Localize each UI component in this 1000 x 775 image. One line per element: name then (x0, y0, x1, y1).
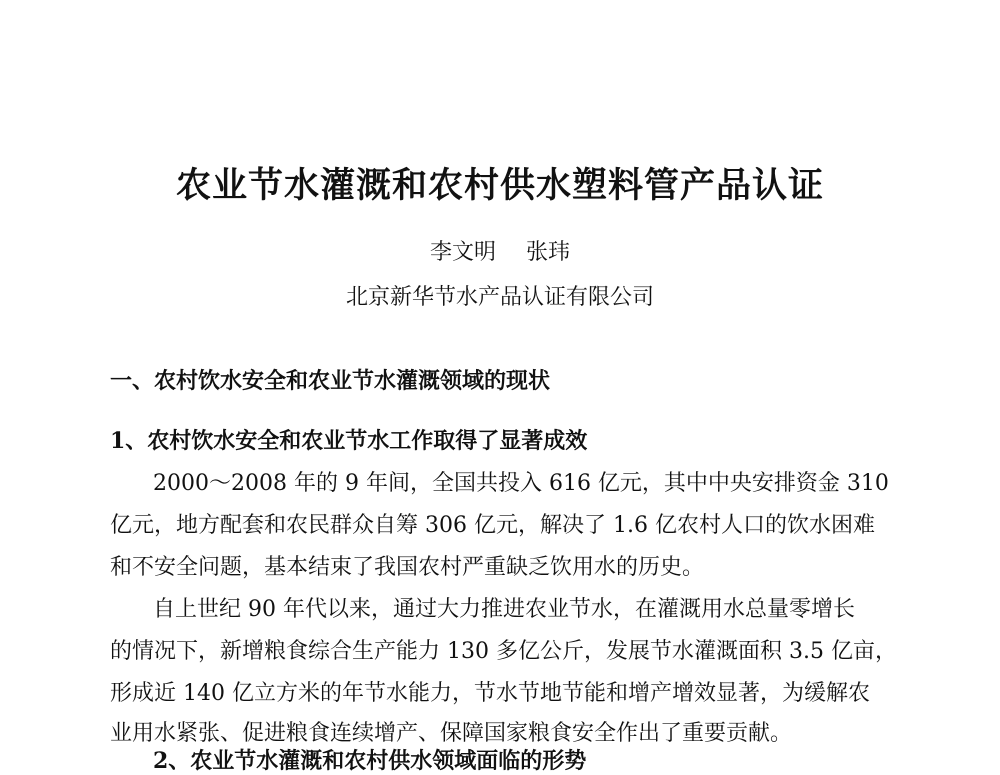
paragraph-1-line: 2000～2008 年的 9 年间，全国共投入 616 亿元，其中中央安排资金 310 (153, 471, 889, 496)
paragraph-2-line: 形成近 140 亿立方米的年节水能力，节水节地节能和增产增效显著，为缓解农 (110, 681, 870, 706)
author-name: 李文明 (429, 240, 496, 265)
document-title: 农业节水灌溉和农村供水塑料管产品认证 (175, 165, 824, 206)
subsection-heading: 1、农村饮水安全和农业节水工作取得了显著成效 (110, 428, 588, 454)
paragraph-2-line: 业用水紧张、促进粮食连续增产、保障国家粮食安全作出了重要贡献。 (110, 721, 793, 746)
author-line (0, 235, 1000, 266)
author-name: 张玮 (526, 240, 571, 265)
section-heading: 一、农村饮水安全和农业节水灌溉领域的现状 (110, 368, 551, 394)
paragraph-2-line: 的情况下，新增粮食综合生产能力 130 多亿公斤，发展节水灌溉面积 3.5 亿亩， (110, 639, 897, 664)
cut-off-heading: 2、农业节水灌溉和农村供水领域面临的形势 (153, 748, 587, 774)
paragraph-2-line: 自上世纪 90 年代以来，通过大力推进农业节水，在灌溉用水总量零增长 (153, 597, 855, 622)
author-affiliation: 北京新华节水产品认证有限公司 (345, 285, 654, 310)
paragraph-1-line: 和不安全问题，基本结束了我国农村严重缺乏饮用水的历史。 (110, 555, 705, 580)
paragraph-1-line: 亿元，地方配套和农民群众自筹 306 亿元，解决了 1.6 亿农村人口的饮水困难 (110, 513, 875, 538)
